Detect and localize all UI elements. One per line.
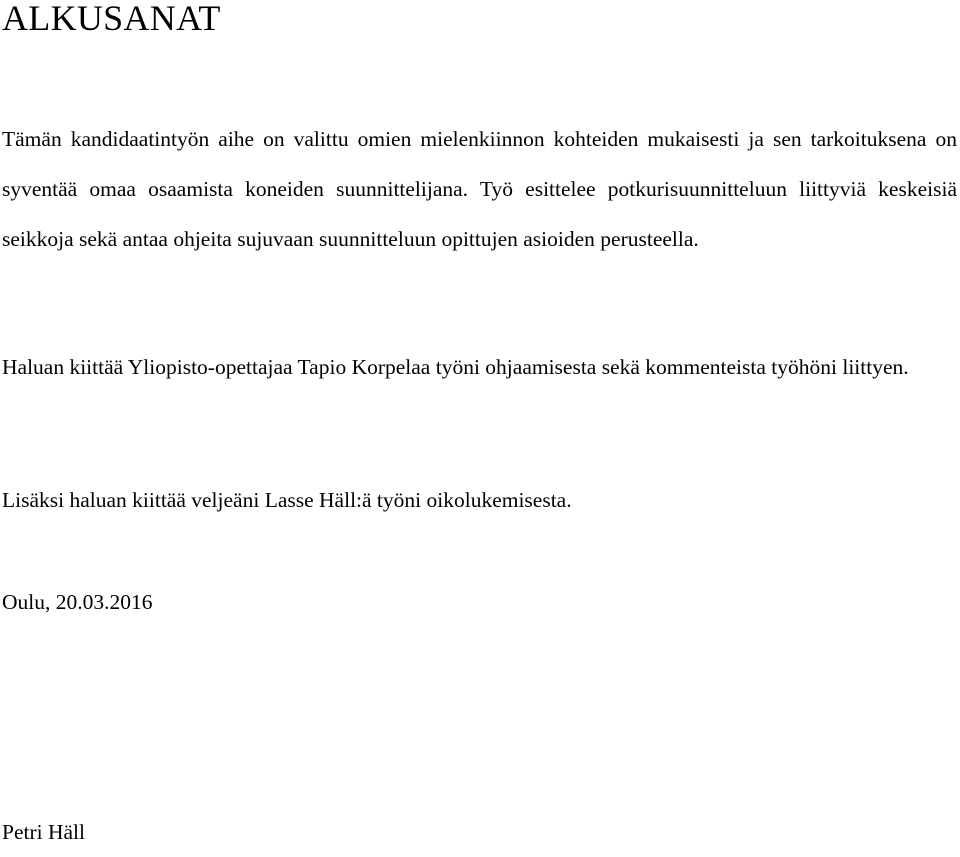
paragraph-thanks-supervisor: Haluan kiittää Yliopisto-opettajaa Tapio Korpelaa työni ohjaamisesta sekä kommenteista työhöni liittyen. [2, 355, 909, 379]
author-signature: Petri Häll [2, 820, 85, 844]
place-date: Oulu, 20.03.2016 [2, 590, 153, 614]
paragraph-intro: Tämän kandidaatintyön aihe on valittu omien mielenkiinnon kohteiden mukaisesti ja sen tarkoituksena on syventää omaa osaamista koneiden suunnittelijana. Työ esittelee potkurisuunnitteluun liittyviä keskeisiä seikkoja sekä antaa ohjeita sujuvaan suunnitteluun opittujen asioiden perusteella. [2, 127, 957, 251]
page-title: ALKUSANAT [2, 0, 221, 38]
paragraph-thanks-brother: Lisäksi haluan kiittää veljeäni Lasse Häll:ä työni oikolukemisesta. [2, 488, 572, 512]
